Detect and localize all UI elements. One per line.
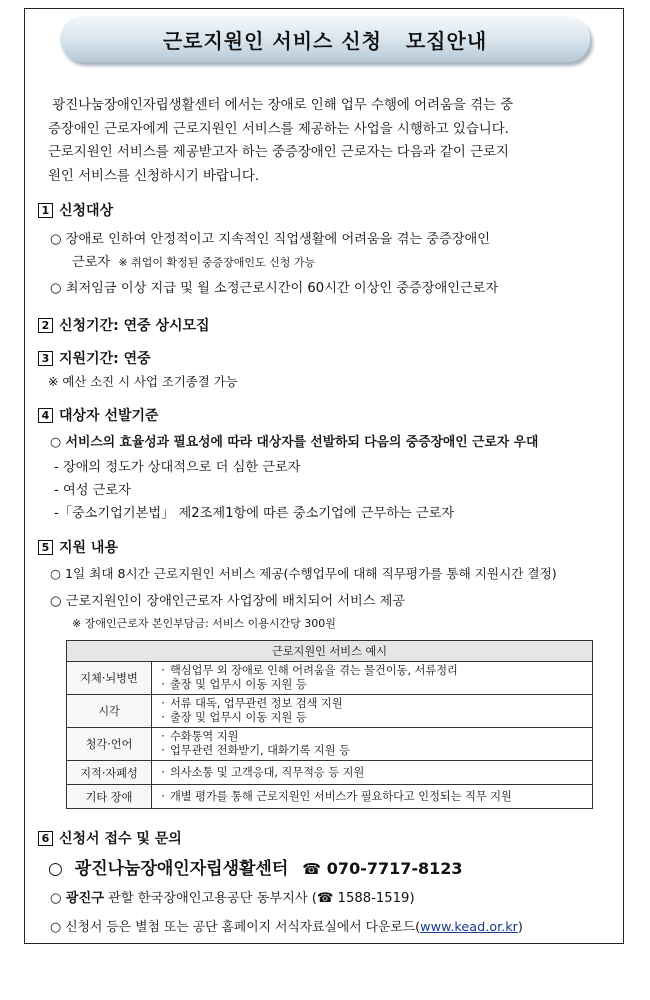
office-text: 관할 한국장애인고용공단 동부지사 ( [103, 891, 317, 906]
table-category: 지적·자폐성 [67, 761, 152, 785]
section-title: 신청서 접수 및 문의 [59, 831, 182, 847]
intro-line: 근로지원인 서비스를 제공받고자 하는 중증장애인 근로자는 다음과 같이 근로지 [48, 145, 509, 160]
table-row [67, 695, 593, 728]
s4-item-1: ○ 서비스의 효율성과 필요성에 따라 대상자를 선발하되 다음의 중증장애인 근로자 우대 [50, 435, 539, 450]
s1-item-2: ○ 최저임금 이상 지급 및 월 소정근로시간이 60시간 이상인 중증장애인근로자 [50, 281, 499, 296]
table-items [152, 695, 593, 728]
s1-item-1-cont: 근로자 [72, 255, 111, 270]
bullet-circle: ○ [48, 859, 63, 879]
kead-link[interactable]: www.kead.or.kr [420, 920, 518, 935]
intro-line: 증장애인 근로자에게 근로지원인 서비스를 제공하는 사업을 시행하고 있습니다. [48, 121, 509, 137]
district-name: 광진구 [65, 891, 104, 906]
section-number: 3 [38, 351, 53, 366]
close-paren: ) [409, 891, 415, 906]
s1-item-1-note: ※ 취업이 확정된 중증장애인도 신청 가능 [118, 256, 316, 269]
table-items [152, 761, 593, 785]
table-category: 지체·뇌병변 [67, 662, 152, 695]
section-title: 신청대상 [59, 203, 114, 219]
section-number: 2 [38, 318, 53, 333]
table-item: · 출장 및 업무시 이동 지원 등 [156, 711, 588, 725]
table-item: · 수화통역 지원 [156, 730, 588, 744]
s6-item-2 [50, 887, 415, 906]
table-row [67, 662, 593, 695]
section-title: 지원 내용 [59, 540, 118, 556]
s3-note: ※ 예산 소진 시 사업 조기종결 가능 [48, 374, 238, 389]
close-paren: ) [517, 920, 523, 935]
s1-item-1: ○ 장애로 인하여 안정적이고 지속적인 직업생활에 어려움을 겪는 중증장애인 [50, 232, 490, 247]
s5-item-1: ○ 1일 최대 8시간 근로지원인 서비스 제공(수행업무에 대해 직무평가를 통해 지원시간 결정) [50, 566, 557, 581]
table-category: 시각 [67, 695, 152, 728]
bullet-circle: ○ [50, 891, 62, 906]
s4-sub-2: - 여성 근로자 [54, 483, 131, 498]
s1-item-1-continued [72, 251, 315, 270]
table-item: · 서류 대독, 업무관련 정보 검색 지원 [156, 697, 588, 711]
section-5-heading [38, 537, 118, 557]
intro-line: 원인 서비스를 신청하시기 바랍니다. [48, 168, 260, 184]
center-phone: 070-7717-8123 [326, 859, 463, 878]
section-6-heading [38, 828, 182, 848]
table-row [67, 785, 593, 809]
s4-sub-1: - 장애의 정도가 상대적으로 더 심한 근로자 [54, 460, 301, 475]
table-items [152, 662, 593, 695]
section-4-heading [38, 405, 159, 425]
table-item: · 업무관련 전화받기, 대화기록 지원 등 [156, 744, 588, 758]
table-items [152, 785, 593, 809]
center-contact-line [48, 854, 463, 879]
table-row [67, 761, 593, 785]
table-category: 청각·언어 [67, 728, 152, 761]
section-number: 6 [38, 831, 53, 846]
s5-note: ※ 장애인근로자 본인부담금: 서비스 이용시간당 300원 [72, 617, 336, 630]
office-phone: ☎ 1588-1519 [316, 891, 410, 906]
table-category: 기타 장애 [67, 785, 152, 809]
phone-icon: ☎ [302, 860, 321, 878]
section-1-heading [38, 200, 113, 220]
section-number: 5 [38, 540, 53, 555]
table-row [67, 728, 593, 761]
s5-item-2: ○ 근로지원인이 장애인근로자 사업장에 배치되어 서비스 제공 [50, 594, 406, 609]
intro-line: 광진나눔장애인자립생활센터 에서는 장애로 인해 업무 수행에 어려움을 겪는 중 [48, 98, 514, 113]
section-2-heading [38, 315, 210, 335]
download-text: ○ 신청서 등은 별첨 또는 공단 홈페이지 서식자료실에서 다운로드( [50, 920, 421, 935]
table-header: 근로지원인 서비스 예시 [67, 641, 593, 662]
table-item: · 개별 평가를 통해 근로지원인 서비스가 필요하다고 인정되는 직무 지원 [156, 790, 588, 804]
s4-sub-3: -「중소기업기본법」 제2조제1항에 따른 중소기업에 근무하는 근로자 [54, 506, 455, 521]
table-item: · 핵심업무 외 장애로 인해 어려움을 겪는 물건이동, 서류정리 [156, 664, 588, 678]
table-items [152, 728, 593, 761]
title-banner [60, 16, 590, 62]
section-title: 신청기간: 연중 상시모집 [59, 318, 210, 334]
section-number: 1 [38, 203, 53, 218]
section-number: 4 [38, 408, 53, 423]
section-3-heading [38, 348, 151, 368]
table-item: · 의사소통 및 고객응대, 직무적응 등 지원 [156, 766, 588, 780]
s6-item-3 [50, 916, 523, 935]
service-examples-table [66, 640, 593, 809]
center-name: 광진나눔장애인자립생활센터 [74, 859, 289, 879]
table-item: · 출장 및 업무시 이동 지원 등 [156, 678, 588, 692]
section-title: 지원기간: 연중 [59, 351, 151, 367]
page-title: 근로지원인 서비스 신청 모집안내 [162, 28, 488, 53]
intro-paragraph [48, 94, 620, 188]
section-title: 대상자 선발기준 [59, 408, 159, 424]
